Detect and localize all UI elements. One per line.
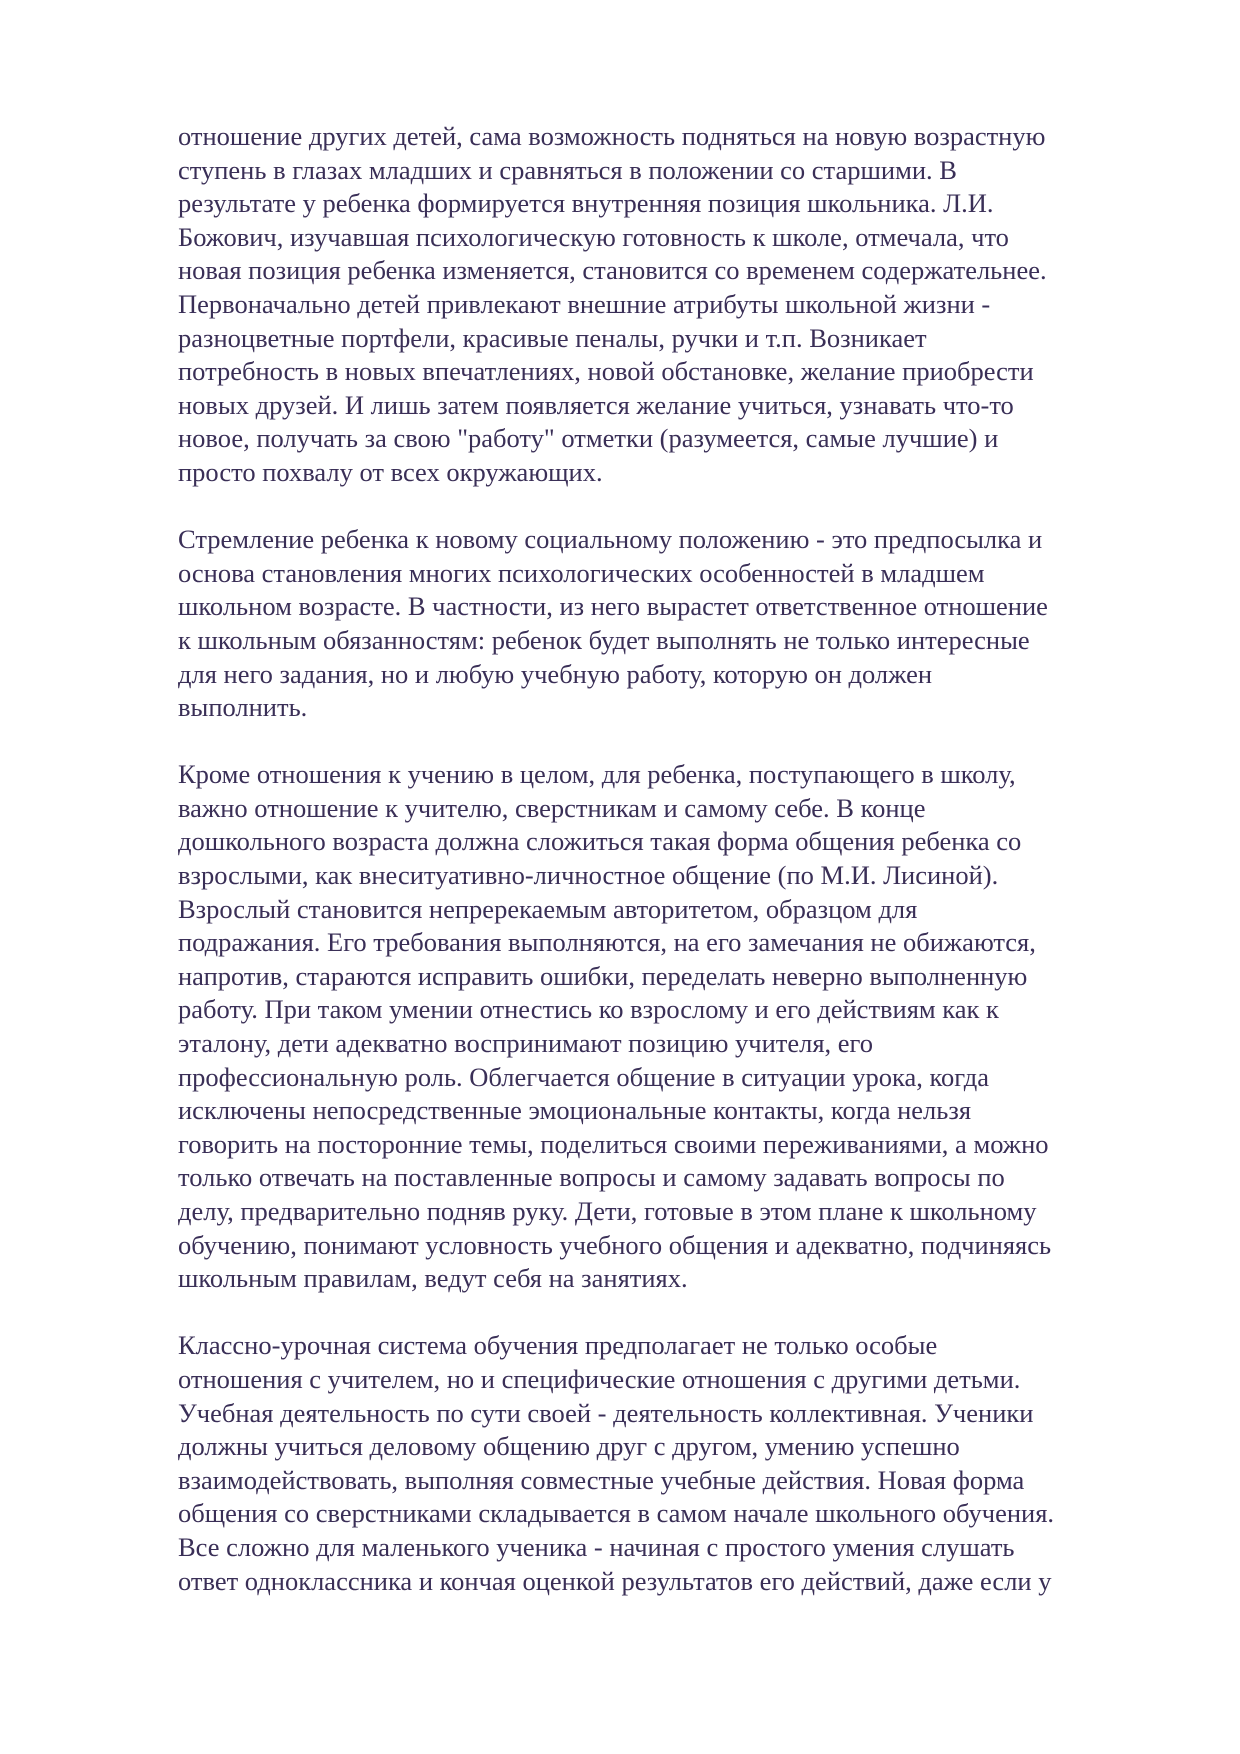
text-line: напротив, стараются исправить ошибки, переделать неверно выполненную — [178, 960, 1028, 991]
text-line: взаимодействовать, выполняя совместные учебные действия. Новая форма — [178, 1464, 1025, 1495]
text-line: новых друзей. И лишь затем появляется желание учиться, узнавать что-то — [178, 389, 1014, 420]
paragraph-2 — [178, 523, 1158, 725]
text-line: подражания. Его требования выполняются, на его замечания не обижаются, — [178, 927, 1036, 958]
text-line: Первоначально детей привлекают внешние атрибуты школьной жизни - — [178, 288, 991, 319]
document-body-text — [178, 120, 1158, 1632]
text-line: должны учиться деловому общению друг с другом, умению успешно — [178, 1431, 960, 1462]
text-line: Стремление ребенка к новому социальному положению - это предпосылка и — [178, 524, 1043, 555]
paragraph-1 — [178, 120, 1158, 490]
text-line: ступень в глазах младших и сравняться в положении со старшими. В — [178, 154, 957, 185]
text-line: просто похвалу от всех окружающих. — [178, 456, 603, 487]
text-line: новое, получать за свою "работу" отметки (разумеется, самые лучшие) и — [178, 423, 999, 454]
text-line: Взрослый становится непререкаемым авторитетом, образцом для — [178, 893, 918, 924]
text-line: результате у ребенка формируется внутренняя позиция школьника. Л.И. — [178, 188, 994, 219]
text-line: Все сложно для маленького ученика - начиная с простого умения слушать — [178, 1531, 1015, 1562]
text-line: работу. При таком умении отнестись ко взрослому и его действиям как к — [178, 994, 999, 1025]
text-line: школьным правилам, ведут себя на занятиях. — [178, 1263, 688, 1294]
text-line: дошкольного возраста должна сложиться такая форма общения ребенка со — [178, 826, 1022, 857]
text-line: эталону, дети адекватно воспринимают позицию учителя, его — [178, 1028, 874, 1059]
text-line: Учебная деятельность по сути своей - деятельность коллективная. Ученики — [178, 1397, 1034, 1428]
text-line: новая позиция ребенка изменяется, становится со временем содержательнее. — [178, 255, 1047, 286]
text-line: ответ одноклассника и кончая оценкой результатов его действий, даже если у — [178, 1565, 1052, 1596]
text-line: разноцветные портфели, красивые пеналы, ручки и т.п. Возникает — [178, 322, 927, 353]
paragraph-3 — [178, 758, 1158, 1296]
text-line: делу, предварительно подняв руку. Дети, готовые в этом плане к школьному — [178, 1196, 1037, 1226]
text-line: выполнить. — [178, 692, 308, 723]
text-line: взрослыми, как внеситуативно-личностное общение (по М.И. Лисиной). — [178, 860, 999, 891]
text-line: важно отношение к учителю, сверстникам и самому себе. В конце — [178, 792, 926, 823]
text-line: отношение других детей, сама возможность подняться на новую возрастную — [178, 121, 1046, 151]
text-line: основа становления многих психологических особенностей в младшем — [178, 557, 985, 588]
paragraph-4 — [178, 1329, 1158, 1598]
text-line: профессиональную роль. Облегчается общение в ситуации урока, когда — [178, 1061, 990, 1092]
text-line: исключены непосредственные эмоциональные контакты, когда нельзя — [178, 1095, 972, 1126]
text-line: общения со сверстниками складывается в самом начале школьного обучения. — [178, 1498, 1055, 1529]
text-line: школьном возрасте. В частности, из него вырастет ответственное отношение — [178, 591, 1048, 622]
text-line: Кроме отношения к учению в целом, для ребенка, поступающего в школу, — [178, 759, 1016, 790]
text-line: отношения с учителем, но и специфические отношения с другими детьми. — [178, 1363, 1021, 1394]
text-line: к школьным обязанностям: ребенок будет выполнять не только интересные — [178, 624, 1030, 655]
text-line: Классно-урочная система обучения предполагает не только особые — [178, 1330, 938, 1361]
text-line: только отвечать на поставленные вопросы и самому задавать вопросы по — [178, 1162, 1005, 1193]
text-line: Божович, изучавшая психологическую готовность к школе, отмечала, что — [178, 221, 1009, 252]
text-line: говорить на посторонние темы, поделиться своими переживаниями, а можно — [178, 1128, 1049, 1159]
text-line: потребность в новых впечатлениях, новой обстановке, желание приобрести — [178, 356, 1034, 387]
text-line: для него задания, но и любую учебную работу, которую он должен — [178, 658, 933, 689]
text-line: обучению, понимают условность учебного общения и адекватно, подчиняясь — [178, 1229, 1052, 1260]
